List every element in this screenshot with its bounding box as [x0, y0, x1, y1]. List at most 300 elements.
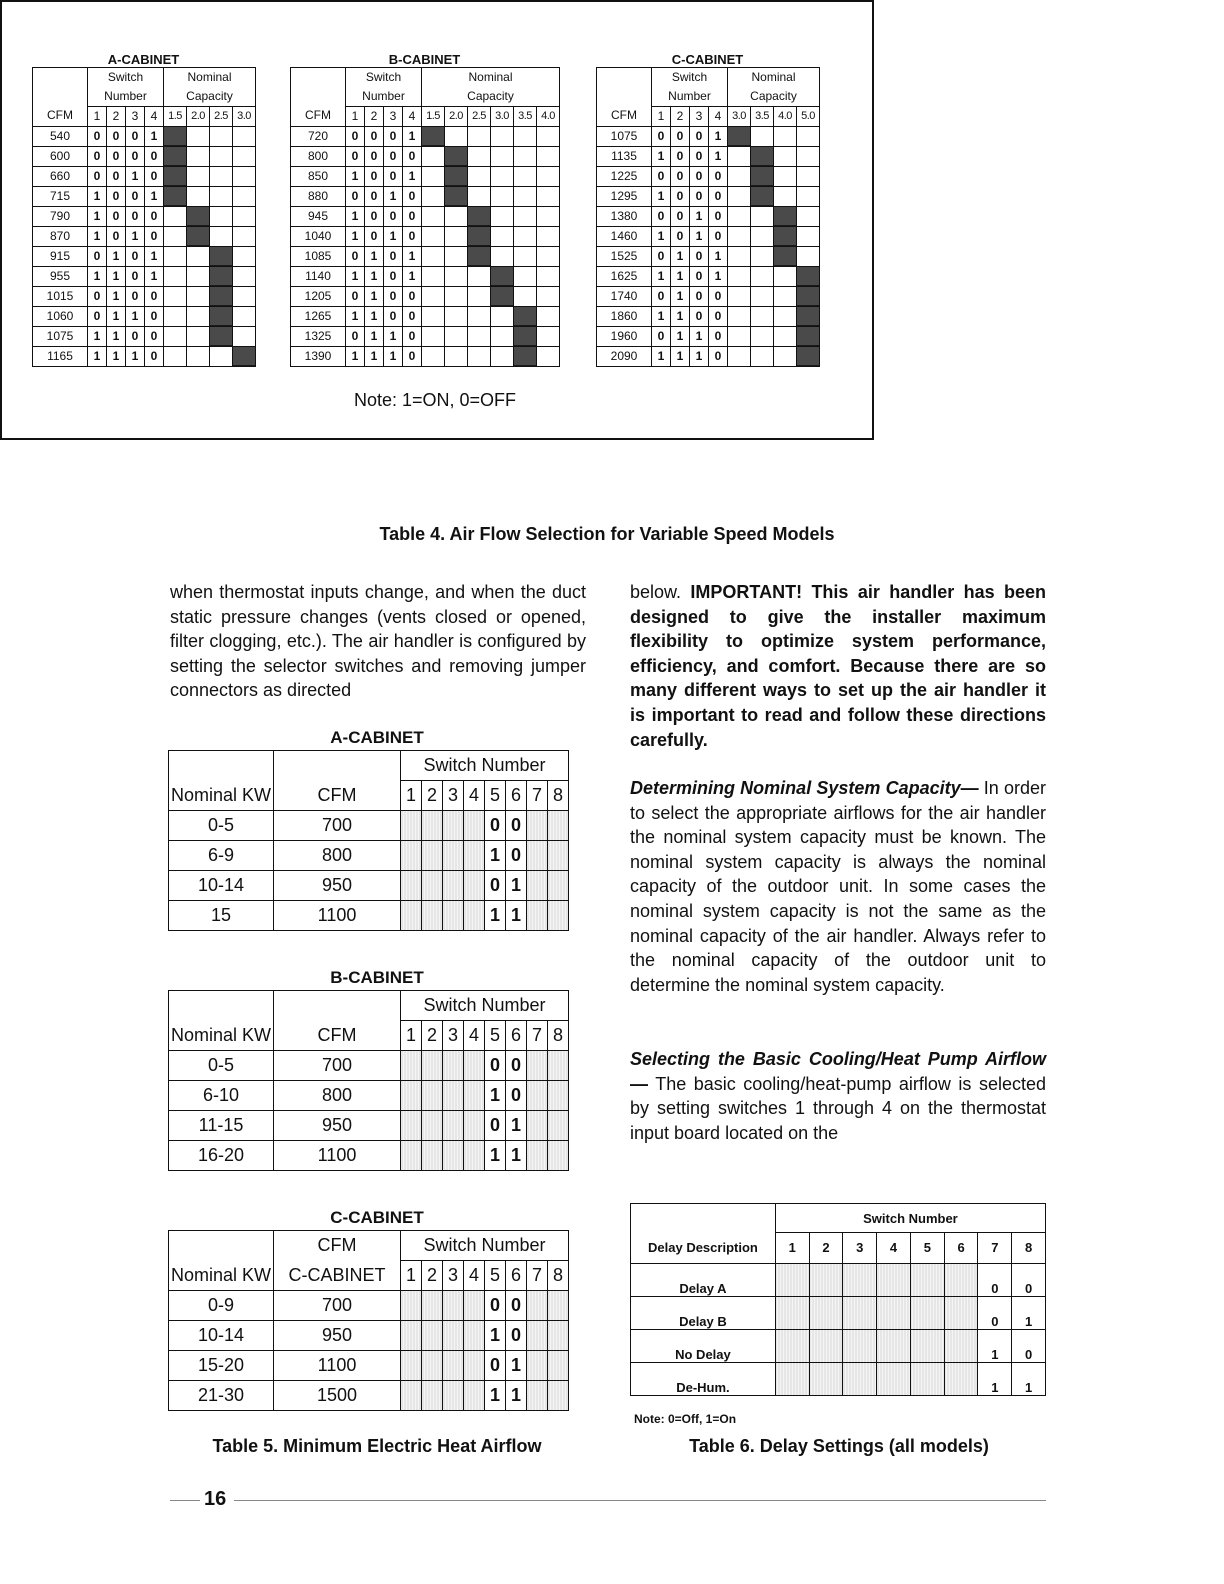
switch-cell: 1	[365, 346, 384, 366]
switch-cell: 1	[365, 286, 384, 306]
switch-cell: 1	[107, 326, 126, 346]
switch-shaded-cell	[401, 871, 422, 901]
kw-cell: 0-9	[169, 1291, 274, 1321]
switch-col-header: 2	[422, 1261, 443, 1291]
page-number: 16	[204, 1488, 227, 1510]
switch-col-header: 8	[1012, 1233, 1046, 1264]
switch-cell: 0	[485, 1051, 506, 1081]
switch-cell: 0	[384, 146, 403, 166]
table5-title: C-CABINET	[330, 1208, 424, 1227]
table-row	[291, 166, 560, 186]
table-row	[169, 871, 569, 901]
cfm-cell: 540	[33, 126, 88, 146]
switch-cell: 1	[403, 246, 422, 266]
switch-shaded-cell	[443, 1111, 464, 1141]
table-row	[597, 306, 820, 326]
switch-cell: 1	[690, 326, 709, 346]
switch-shaded-cell	[548, 1291, 569, 1321]
table5-grid	[168, 1230, 569, 1411]
switch-cell: 0	[365, 226, 384, 246]
capacity-cell	[537, 126, 560, 146]
table-row	[169, 1381, 569, 1411]
switch-shaded-cell	[527, 1321, 548, 1351]
table-row	[291, 306, 560, 326]
switch-cell: 1	[145, 266, 164, 286]
cfm-cell: 1205	[291, 286, 346, 306]
switch-cell: 1	[506, 901, 527, 931]
switch-shaded-cell	[910, 1263, 944, 1296]
switch-cell: 1	[107, 266, 126, 286]
capacity-cell	[233, 206, 256, 226]
cfm-cell: 950	[274, 1111, 401, 1141]
switch-shaded-cell	[877, 1296, 911, 1329]
switch-cell: 1	[346, 266, 365, 286]
switch-col-header: 5	[485, 1261, 506, 1291]
cfm-cell: 1040	[291, 226, 346, 246]
switch-cell: 0	[652, 166, 671, 186]
switch-col-header: 4	[877, 1233, 911, 1264]
capacity-cell	[445, 126, 468, 146]
capacity-cell	[210, 186, 233, 206]
cfm-cell: 1265	[291, 306, 346, 326]
capacity-selected-cell	[774, 206, 797, 226]
switch-shaded-cell	[877, 1263, 911, 1296]
switch-cell: 0	[652, 126, 671, 146]
table-row	[597, 286, 820, 306]
capacity-cell	[491, 346, 514, 366]
capacity-selected-cell	[210, 286, 233, 306]
table5-caption: Table 5. Minimum Electric Heat Airflow	[212, 1436, 542, 1456]
capacity-cell	[233, 166, 256, 186]
delay-description-header: Delay Description	[631, 1233, 776, 1264]
switch-number-header: Switch Number	[401, 751, 569, 781]
switch-col-header: 1	[401, 1021, 422, 1051]
switch-cell: 0	[671, 226, 690, 246]
switch-cell: 1	[107, 286, 126, 306]
switch-col-header: 3	[690, 106, 709, 126]
capacity-cell	[233, 186, 256, 206]
switch-col-header: 2	[365, 106, 384, 126]
switch-cell: 0	[506, 1291, 527, 1321]
switch-cell: 0	[506, 1051, 527, 1081]
capacity-cell	[774, 326, 797, 346]
switch-shaded-cell	[401, 1141, 422, 1171]
capacity-col-header: 2.0	[187, 106, 210, 126]
switch-shaded-cell	[527, 901, 548, 931]
capacity-selected-cell	[514, 306, 537, 326]
capacity-cell	[187, 266, 210, 286]
capacity-cell	[537, 246, 560, 266]
switch-col-header: 7	[527, 1021, 548, 1051]
switch-cell: 1	[107, 346, 126, 366]
switch-cell: 0	[126, 186, 145, 206]
capacity-cell	[537, 206, 560, 226]
switch-cell: 1	[652, 306, 671, 326]
table-row	[33, 326, 256, 346]
cfm-cell: 915	[33, 246, 88, 266]
cfm-cell: 720	[291, 126, 346, 146]
switch-col-header: 3	[384, 106, 403, 126]
switch-shaded-cell	[464, 1351, 485, 1381]
capacity-selected-cell	[797, 346, 820, 366]
kw-cell: 0-5	[169, 1051, 274, 1081]
capacity-cell	[728, 306, 751, 326]
switch-cell: 1	[88, 226, 107, 246]
capacity-selected-cell	[797, 306, 820, 326]
table-row	[291, 326, 560, 346]
left-paragraph: when thermostat inputs change, and when the duct static pressure changes (vents closed or opened, filter clogging, etc.). The air handler is configured by setting the selector switches and removing jumper connectors as directed	[170, 582, 586, 701]
cfm-cell: 2090	[597, 346, 652, 366]
switch-cell: 0	[709, 166, 728, 186]
table-row	[597, 206, 820, 226]
switch-cell: 1	[346, 206, 365, 226]
switch-cell: 1	[485, 1381, 506, 1411]
capacity-cell	[774, 186, 797, 206]
table6-caption: Table 6. Delay Settings (all models)	[689, 1436, 989, 1456]
switch-col-header: 5	[485, 781, 506, 811]
switch-cell: 1	[145, 246, 164, 266]
switch-shaded-cell	[464, 901, 485, 931]
switch-shaded-cell	[944, 1296, 978, 1329]
table-row	[169, 811, 569, 841]
switch-col-header: 2	[422, 781, 443, 811]
switch-cell: 1	[365, 326, 384, 346]
capacity-cell	[422, 346, 445, 366]
capacity-cell	[445, 286, 468, 306]
delay-label-cell: De-Hum.	[631, 1362, 776, 1395]
switch-shaded-cell	[401, 1321, 422, 1351]
switch-cell: 0	[126, 286, 145, 306]
cabinet-title: B-CABINET	[388, 52, 461, 67]
switch-cell: 1	[506, 1381, 527, 1411]
cfm-header: CFM	[33, 106, 88, 126]
switch-number-header: Switch Number	[775, 1204, 1045, 1233]
switch-cell: 0	[485, 1111, 506, 1141]
capacity-col-header: 2.0	[445, 106, 468, 126]
switch-cell: 0	[506, 811, 527, 841]
switch-shaded-cell	[527, 1111, 548, 1141]
capacity-selected-cell	[751, 146, 774, 166]
cfm-cell: 1740	[597, 286, 652, 306]
capacity-header: Capacity	[728, 87, 820, 106]
capacity-cell	[514, 166, 537, 186]
switch-shaded-cell	[843, 1263, 877, 1296]
capacity-cell	[537, 166, 560, 186]
switch-cell: 0	[403, 146, 422, 166]
switch-shaded-cell	[422, 1051, 443, 1081]
switch-shaded-cell	[422, 841, 443, 871]
switch-cell: 1	[346, 346, 365, 366]
switch-shaded-cell	[422, 1141, 443, 1171]
switch-col-header: 5	[485, 1021, 506, 1051]
capacity-cell	[164, 346, 187, 366]
switch-cell: 0	[346, 186, 365, 206]
switch-shaded-cell	[843, 1329, 877, 1362]
switch-cell: 0	[978, 1296, 1012, 1329]
switch-cell: 0	[690, 246, 709, 266]
capacity-cell	[468, 186, 491, 206]
switch-cell: 0	[671, 146, 690, 166]
switch-shaded-cell	[548, 1351, 569, 1381]
switch-cell: 1	[690, 226, 709, 246]
switch-cell: 0	[652, 326, 671, 346]
switch-cell: 0	[365, 146, 384, 166]
capacity-cell	[751, 286, 774, 306]
cfm-cell: 1860	[597, 306, 652, 326]
table-row	[631, 1263, 1046, 1296]
switch-cell: 0	[403, 306, 422, 326]
switch-shaded-cell	[401, 1351, 422, 1381]
capacity-cell	[187, 186, 210, 206]
capacity-cell	[537, 286, 560, 306]
switch-shaded-cell	[944, 1263, 978, 1296]
basic-airflow-text: The basic cooling/heat-pump airflow is selected by setting switches 1 through 4 on the thermostat input board located on the	[630, 1073, 1046, 1143]
cfm-cell: 950	[274, 871, 401, 901]
capacity-cell	[537, 226, 560, 246]
cfm-cell: 1500	[274, 1381, 401, 1411]
cfm-header: C-CABINET	[274, 1261, 401, 1291]
switch-shaded-cell	[401, 1051, 422, 1081]
capacity-selected-cell	[422, 126, 445, 146]
table-row	[597, 146, 820, 166]
switch-col-header: 4	[403, 106, 422, 126]
basic-airflow-paragraph: Selecting the Basic Cooling/Heat Pump Airflow— The basic cooling/heat-pump airflow is selected by setting switches 1 through 4 on the thermostat input board located on the	[630, 1049, 1046, 1143]
delay-label-cell: No Delay	[631, 1329, 776, 1362]
table-row	[33, 346, 256, 366]
switch-col-header: 4	[709, 106, 728, 126]
switch-cell: 1	[506, 871, 527, 901]
capacity-cell	[751, 206, 774, 226]
switch-shaded-cell	[443, 1381, 464, 1411]
switch-shaded-cell	[422, 871, 443, 901]
cfm-cell: 1060	[33, 306, 88, 326]
table4-grid	[596, 67, 820, 367]
switch-col-header: 1	[652, 106, 671, 126]
switch-cell: 0	[709, 286, 728, 306]
switch-cell: 1	[346, 306, 365, 326]
switch-cell: 0	[126, 266, 145, 286]
switch-cell: 0	[107, 126, 126, 146]
switch-cell: 0	[690, 186, 709, 206]
switch-cell: 0	[126, 126, 145, 146]
switch-shaded-cell	[464, 1111, 485, 1141]
switch-col-header: 4	[464, 1021, 485, 1051]
capacity-selected-cell	[751, 186, 774, 206]
switch-shaded-cell	[527, 841, 548, 871]
capacity-selected-cell	[164, 186, 187, 206]
switch-cell: 0	[145, 226, 164, 246]
switch-shaded-cell	[527, 1351, 548, 1381]
table-row	[33, 246, 256, 266]
table4-note: Note: 1=ON, 0=OFF	[353, 390, 517, 410]
switch-cell: 1	[365, 246, 384, 266]
table-row	[291, 186, 560, 206]
capacity-cell	[491, 126, 514, 146]
capacity-cell	[210, 206, 233, 226]
cfm-cell: 955	[33, 266, 88, 286]
table-row	[597, 326, 820, 346]
cfm-cell: 950	[274, 1321, 401, 1351]
cfm-cell: 660	[33, 166, 88, 186]
cfm-cell: 1325	[291, 326, 346, 346]
switch-cell: 1	[485, 1321, 506, 1351]
table-row	[33, 166, 256, 186]
switch-shaded-cell	[464, 811, 485, 841]
capacity-cell	[774, 146, 797, 166]
switch-cell: 1	[346, 166, 365, 186]
cfm-cell: 1100	[274, 1351, 401, 1381]
capacity-cell	[445, 346, 468, 366]
switch-shaded-cell	[910, 1329, 944, 1362]
capacity-col-header: 1.5	[164, 106, 187, 126]
table5-title: B-CABINET	[330, 968, 424, 987]
table4-frame	[0, 0, 874, 440]
switch-cell: 1	[978, 1362, 1012, 1395]
table-row	[33, 266, 256, 286]
table-row	[291, 286, 560, 306]
switch-cell: 1	[978, 1329, 1012, 1362]
capacity-cell	[537, 186, 560, 206]
nominal-capacity-paragraph: Determining Nominal System Capacity— In order to select the appropriate airflows for the air handler the nominal system capacity must be known. The nominal system capacity is always the nominal capacity of the outdoor unit. In some cases the nominal system capacity is not the same as the nominal capacity of the air handler. Always refer to the nominal capacity of the outdoor unit to determine the nominal system capacity.	[630, 778, 1046, 995]
capacity-cell	[164, 326, 187, 346]
switch-cell: 1	[1012, 1362, 1046, 1395]
switch-cell: 0	[88, 146, 107, 166]
capacity-cell	[210, 346, 233, 366]
capacity-cell	[797, 186, 820, 206]
switch-cell: 1	[384, 326, 403, 346]
capacity-selected-cell	[164, 166, 187, 186]
table4-a-cabinet	[32, 52, 256, 367]
switch-col-header: 2	[671, 106, 690, 126]
table-row	[169, 1081, 569, 1111]
capacity-cell	[422, 266, 445, 286]
switch-shaded-cell	[401, 1081, 422, 1111]
switch-cell: 1	[652, 146, 671, 166]
table4-caption: Table 4. Air Flow Selection for Variable Speed Models	[379, 524, 835, 544]
capacity-cell	[468, 146, 491, 166]
cfm-cell: 1075	[33, 326, 88, 346]
switch-cell: 0	[365, 186, 384, 206]
cfm-cell: 1135	[597, 146, 652, 166]
cfm-top-header: CFM	[274, 1231, 401, 1261]
switch-cell: 0	[506, 1321, 527, 1351]
switch-shaded-cell	[401, 1291, 422, 1321]
capacity-cell	[751, 326, 774, 346]
capacity-cell	[468, 286, 491, 306]
switch-cell: 0	[709, 326, 728, 346]
capacity-cell	[468, 326, 491, 346]
capacity-cell	[164, 206, 187, 226]
capacity-col-header: 5.0	[797, 106, 820, 126]
switch-col-header: 6	[506, 1021, 527, 1051]
cfm-cell: 1165	[33, 346, 88, 366]
capacity-cell	[422, 306, 445, 326]
switch-cell: 0	[690, 266, 709, 286]
capacity-cell	[233, 266, 256, 286]
capacity-selected-cell	[728, 126, 751, 146]
switch-shaded-cell	[464, 1081, 485, 1111]
switch-shaded-cell	[527, 1051, 548, 1081]
capacity-selected-cell	[514, 346, 537, 366]
cfm-cell: 800	[274, 841, 401, 871]
capacity-cell	[210, 166, 233, 186]
capacity-cell	[537, 146, 560, 166]
switch-cell: 0	[126, 326, 145, 346]
switch-cell: 1	[671, 306, 690, 326]
cfm-top-header	[274, 991, 401, 1021]
switch-shaded-cell	[422, 811, 443, 841]
capacity-cell	[422, 186, 445, 206]
capacity-selected-cell	[797, 266, 820, 286]
switch-shaded-cell	[443, 871, 464, 901]
capacity-col-header: 3.0	[728, 106, 751, 126]
switch-cell: 1	[126, 166, 145, 186]
capacity-cell	[187, 326, 210, 346]
switch-shaded-cell	[548, 811, 569, 841]
capacity-selected-cell	[164, 126, 187, 146]
switch-cell: 1	[403, 266, 422, 286]
capacity-cell	[728, 166, 751, 186]
switch-shaded-cell	[775, 1362, 809, 1395]
switch-cell: 1	[145, 186, 164, 206]
capacity-cell	[797, 146, 820, 166]
switch-shaded-cell	[443, 1351, 464, 1381]
table-row	[33, 306, 256, 326]
nominal-capacity-heading: Determining Nominal System Capacity	[630, 778, 961, 798]
capacity-selected-cell	[491, 286, 514, 306]
cfm-cell: 945	[291, 206, 346, 226]
table-row	[291, 206, 560, 226]
capacity-cell	[728, 286, 751, 306]
switch-cell: 1	[403, 126, 422, 146]
switch-cell: 1	[485, 1141, 506, 1171]
cfm-header: CFM	[291, 106, 346, 126]
capacity-cell	[445, 306, 468, 326]
switch-cell: 0	[365, 126, 384, 146]
capacity-cell	[774, 346, 797, 366]
cfm-cell: 880	[291, 186, 346, 206]
switch-cell: 1	[485, 1081, 506, 1111]
capacity-cell	[728, 226, 751, 246]
switch-cell: 0	[485, 1291, 506, 1321]
switch-cell: 0	[384, 286, 403, 306]
capacity-selected-cell	[445, 186, 468, 206]
capacity-cell	[491, 226, 514, 246]
switch-shaded-cell	[527, 871, 548, 901]
cfm-cell: 1390	[291, 346, 346, 366]
switch-cell: 0	[384, 126, 403, 146]
capacity-cell	[751, 246, 774, 266]
capacity-cell	[797, 206, 820, 226]
capacity-selected-cell	[187, 206, 210, 226]
switch-shaded-cell	[809, 1296, 843, 1329]
switch-cell: 0	[126, 246, 145, 266]
switch-shaded-cell	[775, 1329, 809, 1362]
switch-col-header: 3	[126, 106, 145, 126]
switch-col-header: 3	[443, 1261, 464, 1291]
switch-shaded-cell	[422, 1081, 443, 1111]
switch-shaded-cell	[443, 901, 464, 931]
table-row	[631, 1296, 1046, 1329]
nominal-kw-header: Nominal KW	[169, 781, 274, 811]
capacity-cell	[164, 226, 187, 246]
switch-shaded-cell	[443, 841, 464, 871]
switch-shaded-cell	[443, 1291, 464, 1321]
capacity-cell	[774, 266, 797, 286]
capacity-cell	[728, 246, 751, 266]
switch-col-header: 8	[548, 1261, 569, 1291]
switch-shaded-cell	[548, 1141, 569, 1171]
